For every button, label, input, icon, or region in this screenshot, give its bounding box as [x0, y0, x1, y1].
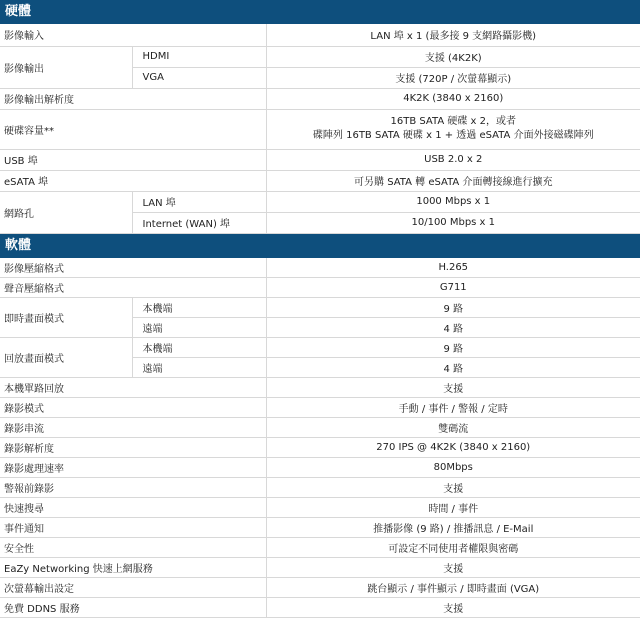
- spec-sublabel: LAN 埠: [132, 191, 266, 212]
- table-row: [0, 298, 640, 318]
- table-row: [0, 558, 640, 578]
- spec-value: 4K2K (3840 x 2160): [266, 88, 640, 109]
- spec-value: 支援: [266, 598, 640, 618]
- table-row: [0, 518, 640, 538]
- table-row: [0, 538, 640, 558]
- spec-label: 硬碟容量**: [0, 109, 266, 149]
- spec-value: H.265: [266, 258, 640, 278]
- spec-label: 網路孔: [0, 191, 132, 233]
- table-row: [0, 498, 640, 518]
- spec-label: 即時畫面模式: [0, 298, 132, 338]
- table-row: [0, 170, 640, 191]
- spec-value: 跳台顯示 / 事件顯示 / 即時畫面 (VGA): [266, 578, 640, 598]
- table-row: [0, 598, 640, 618]
- spec-value: 支援: [266, 378, 640, 398]
- spec-label: 免費 DDNS 服務: [0, 598, 266, 618]
- spec-label: 影像壓縮格式: [0, 258, 266, 278]
- spec-value: LAN 埠 x 1 (最多接 9 支網路攝影機): [266, 24, 640, 46]
- table-row: [0, 458, 640, 478]
- spec-label: 聲音壓縮格式: [0, 278, 266, 298]
- spec-value: 雙碼流: [266, 418, 640, 438]
- spec-value: 9 路: [266, 298, 640, 318]
- spec-label: 警報前錄影: [0, 478, 266, 498]
- spec-label: USB 埠: [0, 149, 266, 170]
- table-row: [0, 478, 640, 498]
- spec-value: 1000 Mbps x 1: [266, 191, 640, 212]
- spec-value: G711: [266, 278, 640, 298]
- spec-label: 安全性: [0, 538, 266, 558]
- table-row: [0, 149, 640, 170]
- table-row: [0, 398, 640, 418]
- spec-value-line: 碟陣列 16TB SATA 硬碟 x 1 + 透過 eSATA 介面外接磁碟陣列: [312, 130, 594, 141]
- spec-value: 支援: [266, 478, 640, 498]
- table-row: [0, 24, 640, 46]
- spec-value: 可另購 SATA 轉 eSATA 介面轉接線進行擴充: [266, 170, 640, 191]
- table-row: [0, 378, 640, 398]
- spec-value: [266, 109, 640, 149]
- spec-label: eSATA 埠: [0, 170, 266, 191]
- spec-label: 影像輸出解析度: [0, 88, 266, 109]
- spec-label: 事件通知: [0, 518, 266, 538]
- spec-label: 影像輸入: [0, 24, 266, 46]
- spec-value: 10/100 Mbps x 1: [266, 212, 640, 233]
- spec-value: 270 IPS @ 4K2K (3840 x 2160): [266, 438, 640, 458]
- spec-value: 支援 (720P / 次螢幕顯示): [266, 67, 640, 88]
- spec-value: 推播影像 (9 路) / 推播訊息 / E-Mail: [266, 518, 640, 538]
- spec-sublabel: 本機端: [132, 338, 266, 358]
- table-row: [0, 191, 640, 212]
- spec-sublabel: 遠端: [132, 358, 266, 378]
- spec-value: 可設定不同使用者權限與密碼: [266, 538, 640, 558]
- spec-label: 錄影解析度: [0, 438, 266, 458]
- spec-label: 錄影模式: [0, 398, 266, 418]
- table-row: [0, 278, 640, 298]
- spec-label: EaZy Networking 快速上網服務: [0, 558, 266, 578]
- hardware-spec-table: [0, 24, 640, 234]
- spec-value: 手動 / 事件 / 警報 / 定時: [266, 398, 640, 418]
- spec-sublabel: 遠端: [132, 318, 266, 338]
- table-row: [0, 258, 640, 278]
- spec-label: 快速搜尋: [0, 498, 266, 518]
- spec-label: 本機單路回放: [0, 378, 266, 398]
- table-row: [0, 438, 640, 458]
- spec-value: 4 路: [266, 318, 640, 338]
- table-row: [0, 109, 640, 149]
- spec-sublabel: HDMI: [132, 46, 266, 67]
- spec-label: 錄影處理速率: [0, 458, 266, 478]
- software-spec-table: [0, 258, 640, 619]
- spec-value: 時間 / 事件: [266, 498, 640, 518]
- table-row: [0, 88, 640, 109]
- spec-value: 支援: [266, 558, 640, 578]
- table-row: [0, 46, 640, 67]
- table-row: [0, 418, 640, 438]
- hardware-section-header: 硬體: [0, 0, 640, 24]
- spec-sublabel: 本機端: [132, 298, 266, 318]
- spec-value: 支援 (4K2K): [266, 46, 640, 67]
- spec-label: 錄影串流: [0, 418, 266, 438]
- table-row: [0, 578, 640, 598]
- software-section-header: 軟體: [0, 234, 640, 258]
- table-row: [0, 338, 640, 358]
- spec-value: 9 路: [266, 338, 640, 358]
- spec-label: 次螢幕輸出設定: [0, 578, 266, 598]
- spec-value: 4 路: [266, 358, 640, 378]
- spec-label: 影像輸出: [0, 46, 132, 88]
- spec-sublabel: VGA: [132, 67, 266, 88]
- spec-sublabel: Internet (WAN) 埠: [132, 212, 266, 233]
- spec-value: 80Mbps: [266, 458, 640, 478]
- spec-label: 回放畫面模式: [0, 338, 132, 378]
- spec-value-line: 16TB SATA 硬碟 x 2，或者: [390, 116, 516, 127]
- spec-value: USB 2.0 x 2: [266, 149, 640, 170]
